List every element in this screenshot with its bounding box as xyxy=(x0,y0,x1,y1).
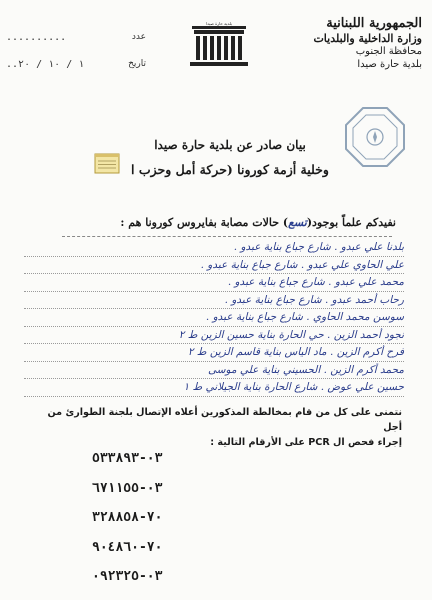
case-entry: بلدنا علي عبدو . شارع جباع بناية عبدو . xyxy=(24,240,404,257)
number-value: .......... xyxy=(6,32,67,43)
phone-number: ٠٣-٠٩٢٣٢٥ xyxy=(92,569,163,584)
date-label: تاريخ xyxy=(128,59,146,69)
number-label: عدد xyxy=(131,32,146,42)
intro-suffix: ) حالات مصابة بفايروس كورونا هم : xyxy=(120,216,289,229)
case-entry: محمد علي عبدو . شارع جباع بناية عبدو . xyxy=(24,275,404,292)
phone-number: ٧٠-٣٢٨٨٥٨ xyxy=(92,510,163,525)
letterhead-line: بلدية حارة صيدا xyxy=(357,58,422,70)
number-row xyxy=(6,32,146,43)
phone-list xyxy=(92,444,222,592)
date-value: ١ / ١٠ / ٢٠.. xyxy=(6,59,85,70)
case-entry: رحاب أحمد عبدو . شارع جباع بناية عبدو . xyxy=(24,293,404,310)
case-entry: حسين علي عوض . شارع الحارة بناية الجيلاني ط ١ xyxy=(24,380,404,397)
title-line-1: بيان صادر عن بلدية حارة صيدا xyxy=(154,138,306,152)
notepad-icon xyxy=(94,152,120,174)
case-count-handwritten: تسع xyxy=(288,216,307,229)
letterhead-left xyxy=(6,32,146,86)
phone-number: ٧٠-٩٠٤٨٦٠ xyxy=(92,539,163,555)
title-line-2: وخلية أزمة كورونا (حركة أمل وحزب ا xyxy=(131,162,329,177)
intro-prefix: نفيدكم علماً بوجود( xyxy=(306,216,396,229)
case-entry: علي الحاوي علي عبدو . شارع جباع بناية عبدو . xyxy=(24,258,404,275)
phone-number: ٠٣-٦٧١١٥٥ xyxy=(92,480,163,496)
letterhead-right xyxy=(304,16,422,71)
cases-list xyxy=(24,240,404,398)
letterhead-line: محافظة الجنوب xyxy=(355,46,422,57)
emblem-label: بلدية حارة صيدا xyxy=(206,21,232,27)
case-entry: فرح أكرم الزين . ماد الياس بناية قاسم الزين ط ٢ xyxy=(24,345,404,362)
case-entry: سوسن محمد الحاوي . شارع جباع بناية عبدو . xyxy=(24,310,404,327)
phone-number: ٠٣-٥٣٣٨٩٣ xyxy=(92,451,163,466)
statement-title xyxy=(80,138,380,177)
case-entry: نجود أحمد الزين . حي الحارة بناية حسين الزين ط ٢ xyxy=(24,328,404,345)
municipality-building-icon xyxy=(188,20,250,68)
letterhead-line: وزارة الداخلية والبلديات xyxy=(313,32,422,46)
letterhead-line: الجمهورية اللبنانية xyxy=(326,16,422,31)
intro-line xyxy=(66,216,396,229)
divider xyxy=(62,236,392,237)
case-entry: محمد أكرم الزين . الحسيني بناية علي موسى xyxy=(24,363,404,380)
instructions-line-1: نتمنى على كل من قام بمخالطة المذكورين أعلاه الإتصال بلجنة الطوارئ من أجل xyxy=(47,407,402,433)
date-row xyxy=(6,59,146,70)
instructions-line-2: إجراء فحص ال PCR على الأرقام التالية : xyxy=(210,436,402,448)
